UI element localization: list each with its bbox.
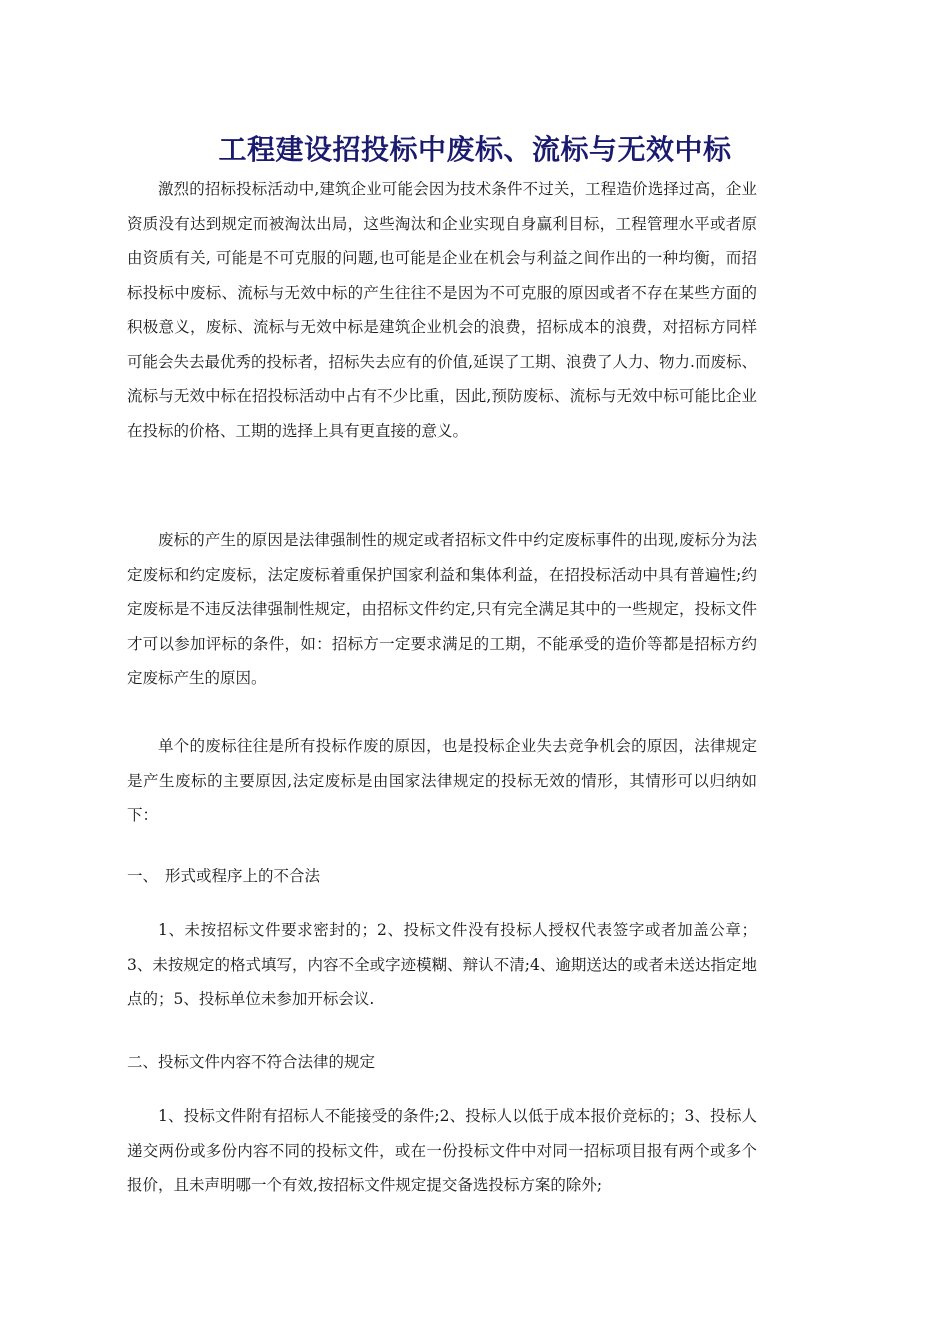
section-heading-1	[127, 861, 757, 891]
section-heading-1-text: 形式或程序上的不合法	[165, 867, 321, 885]
paragraph-content-items: 1、投标文件附有招标人不能接受的条件;2、投标人以低于成本报价竞标的；3、投标人递交两份或多份内容不同的投标文件，或在一份投标文件中对同一招标项目报有两个或多个报价，且未声明哪一个有效,按招标文件规定提交备选投标方案的除外;	[127, 1107, 757, 1194]
section-heading-2: 二、投标文件内容不符合法律的规定	[127, 1053, 376, 1071]
section-heading-1-marker: 一、	[127, 867, 159, 885]
paragraph-procedural-items: 1、未按招标文件要求密封的；2、投标文件没有投标人授权代表签字或者加盖公章；3、未按规定的格式填写，内容不全或字迹模糊、辩认不清;4、逾期送达的或者未送达指定地点的；5、投标单位未参加开标会议.	[127, 921, 757, 1008]
paragraph-invalid-bid-causes: 废标的产生的原因是法律强制性的规定或者招标文件中约定废标事件的出现,废标分为法定废标和约定废标，法定废标着重保护国家利益和集体利益，在招投标活动中具有普遍性;约定废标是不违反法律强制性规定，由招标文件约定,只有完全满足其中的一些规定，投标文件才可以参加评标的条件，如：招标方一定要求满足的工期，不能承受的造价等都是招标方约定废标产生的原因。	[127, 531, 757, 687]
document-title: 工程建设招投标中废标、流标与无效中标	[218, 133, 732, 166]
paragraph-statutory-invalid-bid: 单个的废标往往是所有投标作废的原因，也是投标企业失去竞争机会的原因，法律规定是产生废标的主要原因,法定废标是由国家法律规定的投标无效的情形，其情形可以归纳如下：	[127, 737, 757, 824]
paragraph-intro: 激烈的招标投标活动中,建筑企业可能会因为技术条件不过关，工程造价选择过高，企业资质没有达到规定而被淘汰出局，这些淘汰和企业实现自身赢利目标，工程管理水平或者原由资质有关, 可能是不可克服的问题,也可能是企业在机会与利益之间作出的一种均衡，而招标投标中废标、流标与无效中标的产生往往不是因为不可克服的原因或者不存在某些方面的积极意义，废标、流标与无效中标是建筑企业机会的浪费，招标成本的浪费，对招标方同样可能会失去最优秀的投标者，招标失去应有的价值,延误了工期、浪费了人力、物力.而废标、流标与无效中标在招投标活动中占有不少比重，因此,预防废标、流标与无效中标可能比企业在投标的价格、工期的选择上具有更直接的意义。	[127, 180, 757, 440]
